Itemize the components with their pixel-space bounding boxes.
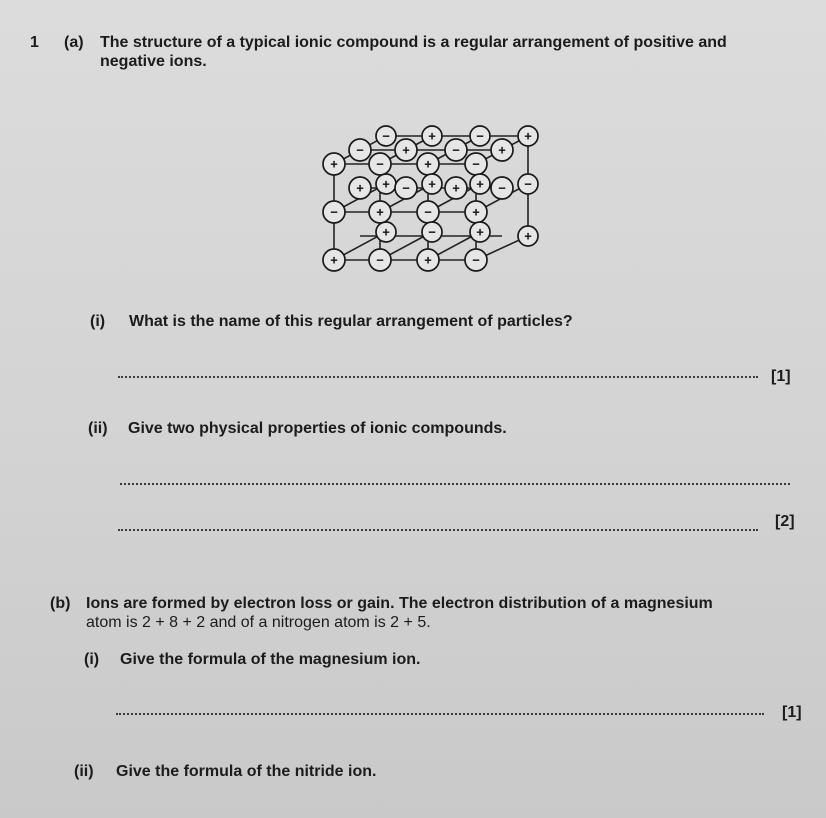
positive-ion-symbol: +: [428, 128, 436, 144]
positive-ion-symbol: +: [476, 176, 484, 192]
part-a-i-label: (i): [90, 313, 106, 330]
negative-ion-symbol: −: [498, 180, 506, 196]
positive-ion-symbol: +: [424, 252, 432, 268]
positive-ion-symbol: +: [356, 180, 364, 196]
negative-ion-symbol: −: [452, 142, 460, 158]
positive-ion-symbol: +: [382, 176, 390, 192]
part-b-intro-line1: Ions are formed by electron loss or gain. The electron distribution of a magnesium: [86, 595, 713, 612]
part-a-intro: [100, 33, 790, 71]
positive-ion-symbol: +: [472, 204, 480, 220]
part-b-ii-question: Give the formula of the nitride ion.: [116, 763, 377, 780]
part-a-intro-line1: The structure of a typical ionic compound is a regular arrangement of positive and: [100, 34, 727, 51]
answer-line-b-i[interactable]: [116, 713, 764, 715]
negative-ion-symbol: −: [476, 128, 484, 144]
part-b-i-label: (i): [84, 651, 100, 668]
negative-ion-symbol: −: [356, 142, 364, 158]
negative-ion-symbol: −: [382, 128, 390, 144]
part-b-intro: [86, 594, 806, 632]
part-a-ii-question: Give two physical properties of ionic compounds.: [128, 420, 507, 437]
positive-ion-symbol: +: [428, 176, 436, 192]
part-a-ii-label: (ii): [88, 420, 108, 437]
positive-ion-symbol: +: [330, 252, 338, 268]
negative-ion-symbol: −: [472, 156, 480, 172]
negative-ion-symbol: −: [330, 204, 338, 220]
positive-ion-symbol: +: [376, 204, 384, 220]
mark-a-ii: [2]: [775, 513, 795, 530]
mark-b-i: [1]: [782, 704, 802, 721]
part-b-ii-label: (ii): [74, 763, 94, 780]
positive-ion-symbol: +: [524, 228, 532, 244]
part-a-i-question: What is the name of this regular arrangement of particles?: [129, 313, 573, 330]
positive-ion-symbol: +: [524, 128, 532, 144]
positive-ion-symbol: +: [498, 142, 506, 158]
negative-ion-symbol: −: [424, 204, 432, 220]
positive-ion-symbol: +: [382, 224, 390, 240]
negative-ion-symbol: −: [472, 252, 480, 268]
positive-ion-symbol: +: [330, 156, 338, 172]
ionic-lattice-diagram: [316, 120, 548, 280]
mark-a-i: [1]: [771, 368, 791, 385]
positive-ion-symbol: +: [476, 224, 484, 240]
part-b-label: (b): [50, 595, 71, 612]
negative-ion-symbol: −: [376, 156, 384, 172]
negative-ion-symbol: −: [428, 224, 436, 240]
answer-line-a-ii-1[interactable]: [120, 483, 790, 485]
positive-ion-symbol: +: [402, 142, 410, 158]
negative-ion-symbol: −: [524, 176, 532, 192]
part-a-label: (a): [64, 34, 84, 51]
answer-line-a-i[interactable]: [118, 376, 758, 378]
negative-ion-symbol: −: [402, 180, 410, 196]
part-b-i-question: Give the formula of the magnesium ion.: [120, 651, 421, 668]
question-number: 1: [30, 34, 39, 51]
answer-line-a-ii-2[interactable]: [118, 529, 758, 531]
positive-ion-symbol: +: [424, 156, 432, 172]
part-a-intro-line2: negative ions.: [100, 53, 207, 70]
positive-ion-symbol: +: [452, 180, 460, 196]
negative-ion-symbol: −: [376, 252, 384, 268]
part-b-intro-line2: atom is 2 + 8 + 2 and of a nitrogen atom is 2 + 5.: [86, 614, 431, 631]
